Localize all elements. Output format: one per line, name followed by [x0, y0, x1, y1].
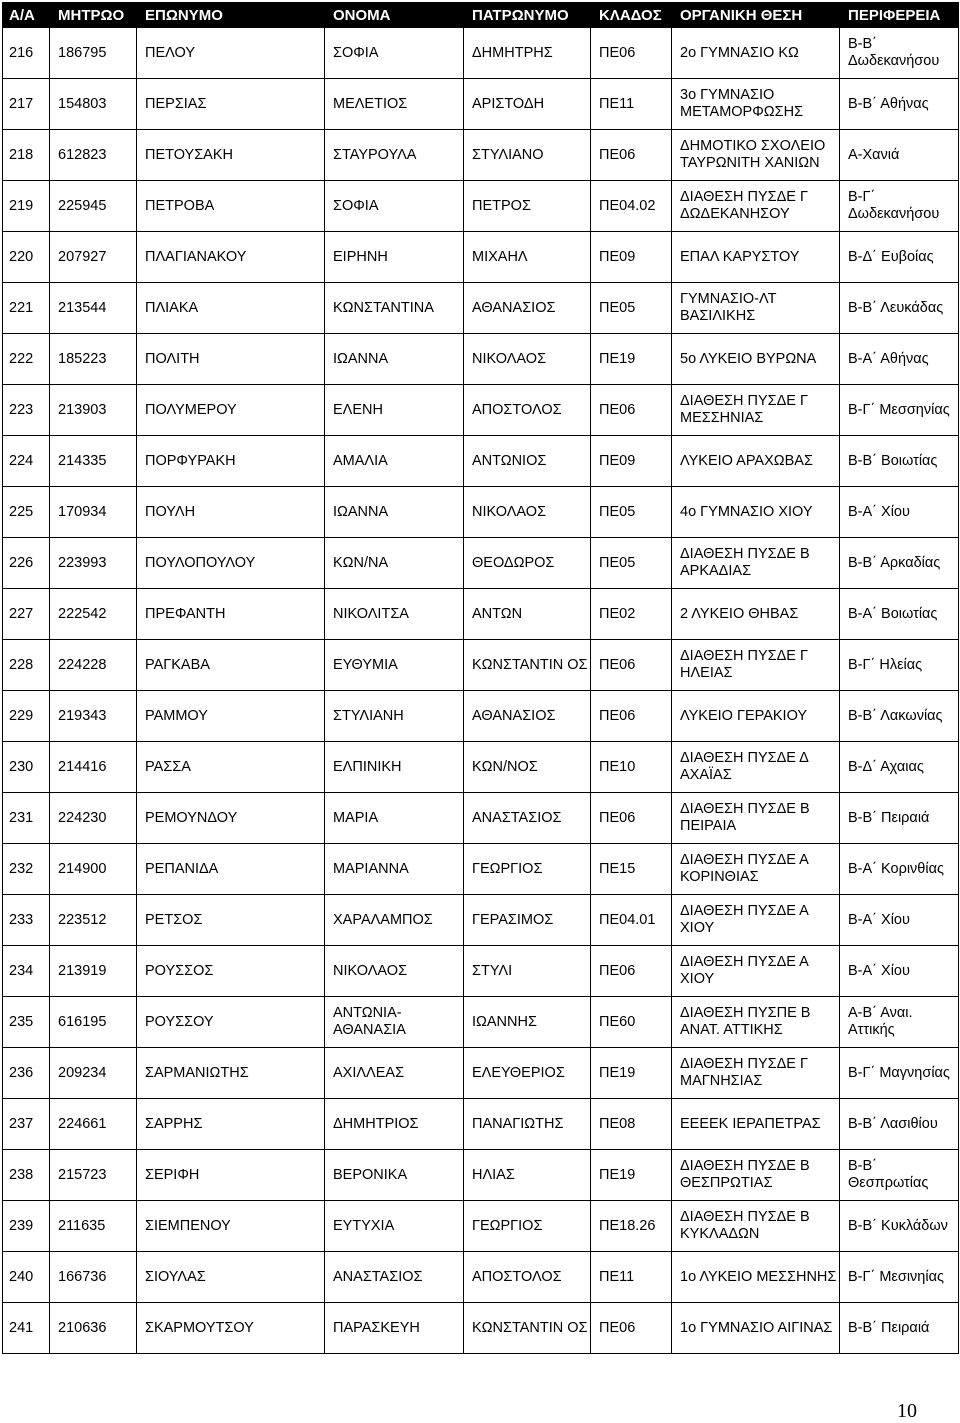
header-mitroo: ΜΗΤΡΩΟ	[50, 3, 137, 28]
row-klados: ΠΕ06	[591, 691, 672, 742]
row-organiki-thesi: ΔΙΑΘΕΣΗ ΠΥΣΔΕ Β ΑΡΚΑΔΙΑΣ	[672, 538, 840, 589]
row-eponymo: ΣΙΕΜΠΕΝΟΥ	[137, 1201, 325, 1252]
row-aa: 230	[3, 742, 50, 793]
row-perifereia: Β-Γ΄ Ηλείας	[840, 640, 959, 691]
table-row	[3, 436, 959, 487]
row-patronymo: ΑΠΟΣΤΟΛΟΣ	[464, 385, 591, 436]
row-klados: ΠΕ19	[591, 1048, 672, 1099]
row-mitroo: 214335	[50, 436, 137, 487]
header-eponymo: ΕΠΩΝΥΜΟ	[137, 3, 325, 28]
table-row	[3, 589, 959, 640]
table-row	[3, 1303, 959, 1354]
row-klados: ΠΕ06	[591, 793, 672, 844]
row-patronymo: ΠΑΝΑΓΙΩΤΗΣ	[464, 1099, 591, 1150]
row-patronymo: ΙΩΑΝΝΗΣ	[464, 997, 591, 1048]
row-mitroo: 186795	[50, 28, 137, 79]
row-onoma: ΜΑΡΙΑ	[325, 793, 464, 844]
row-onoma: ΣΟΦΙΑ	[325, 181, 464, 232]
row-perifereia: Β-Β΄ Θεσπρωτίας	[840, 1150, 959, 1201]
row-perifereia: Β-Γ΄ Δωδεκανήσου	[840, 181, 959, 232]
row-mitroo: 223512	[50, 895, 137, 946]
row-perifereia: Β-Β΄ Αθήνας	[840, 79, 959, 130]
row-patronymo: ΓΕΩΡΓΙΟΣ	[464, 844, 591, 895]
row-klados: ΠΕ06	[591, 130, 672, 181]
row-organiki-thesi: ΔΙΑΘΕΣΗ ΠΥΣΔΕ Γ ΔΩΔΕΚΑΝΗΣΟΥ	[672, 181, 840, 232]
row-onoma: ΑΜΑΛΙΑ	[325, 436, 464, 487]
row-aa: 218	[3, 130, 50, 181]
row-klados: ΠΕ05	[591, 283, 672, 334]
row-aa: 219	[3, 181, 50, 232]
row-mitroo: 223993	[50, 538, 137, 589]
table-row	[3, 1252, 959, 1303]
row-aa: 217	[3, 79, 50, 130]
table-row	[3, 1048, 959, 1099]
table-row	[3, 181, 959, 232]
row-klados: ΠΕ06	[591, 1303, 672, 1354]
table-row	[3, 232, 959, 283]
row-eponymo: ΡΕΠΑΝΙΔΑ	[137, 844, 325, 895]
row-klados: ΠΕ05	[591, 538, 672, 589]
row-mitroo: 222542	[50, 589, 137, 640]
row-eponymo: ΡΑΣΣΑ	[137, 742, 325, 793]
row-mitroo: 209234	[50, 1048, 137, 1099]
row-organiki-thesi: ΕΕΕΕΚ ΙΕΡΑΠΕΤΡΑΣ	[672, 1099, 840, 1150]
row-klados: ΠΕ02	[591, 589, 672, 640]
row-onoma: ΣΟΦΙΑ	[325, 28, 464, 79]
row-eponymo: ΣΙΟΥΛΑΣ	[137, 1252, 325, 1303]
row-aa: 233	[3, 895, 50, 946]
row-onoma: ΜΑΡΙΑΝΝΑ	[325, 844, 464, 895]
row-perifereia: Β-Δ΄ Αχαιας	[840, 742, 959, 793]
row-aa: 241	[3, 1303, 50, 1354]
row-organiki-thesi: ΔΙΑΘΕΣΗ ΠΥΣΔΕ Γ ΜΑΓΝΗΣΙΑΣ	[672, 1048, 840, 1099]
row-organiki-thesi: ΛΥΚΕΙΟ ΓΕΡΑΚΙΟΥ	[672, 691, 840, 742]
table-row	[3, 793, 959, 844]
row-patronymo: ΓΕΡΑΣΙΜΟΣ	[464, 895, 591, 946]
row-klados: ΠΕ19	[591, 334, 672, 385]
row-organiki-thesi: ΓΥΜΝΑΣΙΟ-ΛΤ ΒΑΣΙΛΙΚΗΣ	[672, 283, 840, 334]
row-onoma: ΔΗΜΗΤΡΙΟΣ	[325, 1099, 464, 1150]
row-mitroo: 225945	[50, 181, 137, 232]
table-row	[3, 895, 959, 946]
row-onoma: ΙΩΑΝΝΑ	[325, 334, 464, 385]
row-organiki-thesi: 1ο ΓΥΜΝΑΣΙΟ ΑΙΓΙΝΑΣ	[672, 1303, 840, 1354]
row-patronymo: ΘΕΟΔΩΡΟΣ	[464, 538, 591, 589]
header-klados: ΚΛΑΔΟΣ	[591, 3, 672, 28]
row-onoma: ΜΕΛΕΤΙΟΣ	[325, 79, 464, 130]
row-organiki-thesi: 5ο ΛΥΚΕΙΟ ΒΥΡΩΝΑ	[672, 334, 840, 385]
row-klados: ΠΕ19	[591, 1150, 672, 1201]
row-eponymo: ΣΑΡΡΗΣ	[137, 1099, 325, 1150]
row-eponymo: ΡΑΓΚΑΒΑ	[137, 640, 325, 691]
row-organiki-thesi: 2ο ΓΥΜΝΑΣΙΟ ΚΩ	[672, 28, 840, 79]
row-mitroo: 224228	[50, 640, 137, 691]
row-organiki-thesi: ΔΙΑΘΕΣΗ ΠΥΣΔΕ Α ΚΟΡΙΝΘΙΑΣ	[672, 844, 840, 895]
row-onoma: ΚΩΝΣΤΑΝΤΙΝΑ	[325, 283, 464, 334]
row-klados: ΠΕ15	[591, 844, 672, 895]
table-row	[3, 946, 959, 997]
row-onoma: ΝΙΚΟΛΙΤΣΑ	[325, 589, 464, 640]
row-patronymo: ΔΗΜΗΤΡΗΣ	[464, 28, 591, 79]
row-patronymo: ΑΘΑΝΑΣΙΟΣ	[464, 283, 591, 334]
row-onoma: ΝΙΚΟΛΑΟΣ	[325, 946, 464, 997]
row-perifereia: Β-Γ΄ Μεσσηνίας	[840, 385, 959, 436]
row-onoma: ΒΕΡΟΝΙΚΑ	[325, 1150, 464, 1201]
header-aa: Α/Α	[3, 3, 50, 28]
row-mitroo: 185223	[50, 334, 137, 385]
row-perifereia: Β-Β΄ Λασιθίου	[840, 1099, 959, 1150]
table-row	[3, 1099, 959, 1150]
row-organiki-thesi: ΛΥΚΕΙΟ ΑΡΑΧΩΒΑΣ	[672, 436, 840, 487]
row-patronymo: ΜΙΧΑΗΛ	[464, 232, 591, 283]
row-mitroo: 224230	[50, 793, 137, 844]
row-perifereia: Β-Β΄ Βοιωτίας	[840, 436, 959, 487]
row-aa: 222	[3, 334, 50, 385]
row-aa: 231	[3, 793, 50, 844]
row-eponymo: ΠΕΡΣΙΑΣ	[137, 79, 325, 130]
row-aa: 239	[3, 1201, 50, 1252]
table-row	[3, 640, 959, 691]
row-organiki-thesi: ΔΙΑΘΕΣΗ ΠΥΣΔΕ Γ ΗΛΕΙΑΣ	[672, 640, 840, 691]
row-klados: ΠΕ06	[591, 640, 672, 691]
row-eponymo: ΠΛΙΑΚΑ	[137, 283, 325, 334]
row-patronymo: ΑΝΑΣΤΑΣΙΟΣ	[464, 793, 591, 844]
row-klados: ΠΕ10	[591, 742, 672, 793]
row-onoma: ΣΤΥΛΙΑΝΗ	[325, 691, 464, 742]
row-aa: 229	[3, 691, 50, 742]
row-onoma: ΑΝΤΩΝΙΑ-ΑΘΑΝΑΣΙΑ	[325, 997, 464, 1048]
row-perifereia: Β-Γ΄ Μεσινηίας	[840, 1252, 959, 1303]
row-organiki-thesi: ΔΙΑΘΕΣΗ ΠΥΣΠΕ Β ΑΝΑΤ. ΑΤΤΙΚΗΣ	[672, 997, 840, 1048]
row-perifereia: Β-Α΄ Χίου	[840, 946, 959, 997]
row-perifereia: Β-Γ΄ Μαγνησίας	[840, 1048, 959, 1099]
row-klados: ΠΕ11	[591, 79, 672, 130]
row-onoma: ΕΥΘΥΜΙΑ	[325, 640, 464, 691]
row-aa: 226	[3, 538, 50, 589]
row-eponymo: ΠΡΕΦΑΝΤΗ	[137, 589, 325, 640]
row-organiki-thesi: ΔΙΑΘΕΣΗ ΠΥΣΔΕ Α ΧΙΟΥ	[672, 946, 840, 997]
row-eponymo: ΣΕΡΙΦΗ	[137, 1150, 325, 1201]
row-eponymo: ΠΕΛΟΥ	[137, 28, 325, 79]
row-aa: 240	[3, 1252, 50, 1303]
row-onoma: ΕΛΠΙΝΙΚΗ	[325, 742, 464, 793]
row-eponymo: ΡΟΥΣΣΟΥ	[137, 997, 325, 1048]
row-eponymo: ΣΑΡΜΑΝΙΩΤΗΣ	[137, 1048, 325, 1099]
table-row	[3, 844, 959, 895]
row-eponymo: ΠΟΥΛΟΠΟΥΛΟΥ	[137, 538, 325, 589]
table-row	[3, 79, 959, 130]
row-mitroo: 224661	[50, 1099, 137, 1150]
table-row	[3, 1201, 959, 1252]
row-patronymo: ΚΩΝ/ΝΟΣ	[464, 742, 591, 793]
row-eponymo: ΡΑΜΜΟΥ	[137, 691, 325, 742]
row-klados: ΠΕ06	[591, 946, 672, 997]
row-patronymo: ΚΩΝΣΤΑΝΤΙΝ ΟΣ	[464, 1303, 591, 1354]
row-perifereia: Β-Β΄ Λακωνίας	[840, 691, 959, 742]
row-onoma: ΕΛΕΝΗ	[325, 385, 464, 436]
row-organiki-thesi: ΔΙΑΘΕΣΗ ΠΥΣΔΕ Γ ΜΕΣΣΗΝΙΑΣ	[672, 385, 840, 436]
row-aa: 228	[3, 640, 50, 691]
row-organiki-thesi: ΔΙΑΘΕΣΗ ΠΥΣΔΕ Α ΧΙΟΥ	[672, 895, 840, 946]
row-mitroo: 219343	[50, 691, 137, 742]
header-patronymo: ΠΑΤΡΩΝΥΜΟ	[464, 3, 591, 28]
row-patronymo: ΝΙΚΟΛΑΟΣ	[464, 487, 591, 538]
row-patronymo: ΑΠΟΣΤΟΛΟΣ	[464, 1252, 591, 1303]
row-organiki-thesi: ΔΙΑΘΕΣΗ ΠΥΣΔΕ Β ΘΕΣΠΡΩΤΙΑΣ	[672, 1150, 840, 1201]
row-onoma: ΕΥΤΥΧΙΑ	[325, 1201, 464, 1252]
row-mitroo: 210636	[50, 1303, 137, 1354]
table-row	[3, 130, 959, 181]
row-perifereia: Β-Α΄ Κορινθίας	[840, 844, 959, 895]
row-aa: 238	[3, 1150, 50, 1201]
row-mitroo: 211635	[50, 1201, 137, 1252]
personnel-table	[2, 2, 959, 1354]
table-row	[3, 997, 959, 1048]
header-onoma: ΟΝΟΜΑ	[325, 3, 464, 28]
row-onoma: ΠΑΡΑΣΚΕΥΗ	[325, 1303, 464, 1354]
row-organiki-thesi: 2 ΛΥΚΕΙΟ ΘΗΒΑΣ	[672, 589, 840, 640]
row-mitroo: 214416	[50, 742, 137, 793]
row-mitroo: 612823	[50, 130, 137, 181]
row-klados: ΠΕ18.26	[591, 1201, 672, 1252]
table-row	[3, 487, 959, 538]
header-organiki-thesi: ΟΡΓΑΝΙΚΗ ΘΕΣΗ	[672, 3, 840, 28]
row-klados: ΠΕ09	[591, 436, 672, 487]
row-perifereia: Β-Α΄ Χίου	[840, 895, 959, 946]
row-eponymo: ΠΟΛΥΜΕΡΟΥ	[137, 385, 325, 436]
row-perifereia: Β-Β΄ Λευκάδας	[840, 283, 959, 334]
row-onoma: ΚΩΝ/ΝΑ	[325, 538, 464, 589]
row-patronymo: ΣΤΥΛΙ	[464, 946, 591, 997]
row-perifereia: Β-Β΄ Κυκλάδων	[840, 1201, 959, 1252]
row-patronymo: ΚΩΝΣΤΑΝΤΙΝ ΟΣ	[464, 640, 591, 691]
row-klados: ΠΕ04.01	[591, 895, 672, 946]
row-mitroo: 213903	[50, 385, 137, 436]
row-aa: 225	[3, 487, 50, 538]
table-row	[3, 742, 959, 793]
row-aa: 235	[3, 997, 50, 1048]
row-mitroo: 213544	[50, 283, 137, 334]
row-organiki-thesi: 3ο ΓΥΜΝΑΣΙΟ ΜΕΤΑΜΟΡΦΩΣΗΣ	[672, 79, 840, 130]
row-eponymo: ΠΕΤΡΟΒΑ	[137, 181, 325, 232]
row-patronymo: ΑΡΙΣΤΟΔΗ	[464, 79, 591, 130]
row-patronymo: ΕΛΕΥΘΕΡΙΟΣ	[464, 1048, 591, 1099]
row-mitroo: 616195	[50, 997, 137, 1048]
table-row	[3, 385, 959, 436]
row-klados: ΠΕ09	[591, 232, 672, 283]
row-organiki-thesi: ΔΙΑΘΕΣΗ ΠΥΣΔΕ Δ ΑΧΑΪΑΣ	[672, 742, 840, 793]
row-mitroo: 166736	[50, 1252, 137, 1303]
row-aa: 234	[3, 946, 50, 997]
row-eponymo: ΠΛΑΓΙΑΝΑΚΟΥ	[137, 232, 325, 283]
row-organiki-thesi: ΕΠΑΛ ΚΑΡΥΣΤΟΥ	[672, 232, 840, 283]
row-eponymo: ΡΕΤΣΟΣ	[137, 895, 325, 946]
row-onoma: ΣΤΑΥΡΟΥΛΑ	[325, 130, 464, 181]
row-onoma: ΑΧΙΛΛΕΑΣ	[325, 1048, 464, 1099]
row-klados: ΠΕ11	[591, 1252, 672, 1303]
row-klados: ΠΕ04.02	[591, 181, 672, 232]
row-aa: 223	[3, 385, 50, 436]
table-row	[3, 538, 959, 589]
row-patronymo: ΣΤΥΛΙΑΝΟ	[464, 130, 591, 181]
row-mitroo: 207927	[50, 232, 137, 283]
row-organiki-thesi: ΔΙΑΘΕΣΗ ΠΥΣΔΕ Β ΠΕΙΡΑΙΑ	[672, 793, 840, 844]
row-perifereia: Β-Α΄ Χίου	[840, 487, 959, 538]
row-patronymo: ΑΘΑΝΑΣΙΟΣ	[464, 691, 591, 742]
row-klados: ΠΕ05	[591, 487, 672, 538]
row-mitroo: 170934	[50, 487, 137, 538]
row-aa: 221	[3, 283, 50, 334]
row-mitroo: 214900	[50, 844, 137, 895]
row-klados: ΠΕ60	[591, 997, 672, 1048]
row-aa: 227	[3, 589, 50, 640]
row-perifereia: Α-Χανιά	[840, 130, 959, 181]
header-perifereia: ΠΕΡΙΦΕΡΕΙΑ	[840, 3, 959, 28]
row-klados: ΠΕ06	[591, 28, 672, 79]
row-eponymo: ΠΟΡΦΥΡΑΚΗ	[137, 436, 325, 487]
row-patronymo: ΓΕΩΡΓΙΟΣ	[464, 1201, 591, 1252]
row-aa: 232	[3, 844, 50, 895]
row-organiki-thesi: 1ο ΛΥΚΕΙΟ ΜΕΣΣΗΝΗΣ	[672, 1252, 840, 1303]
row-eponymo: ΠΕΤΟΥΣΑΚΗ	[137, 130, 325, 181]
row-mitroo: 154803	[50, 79, 137, 130]
row-onoma: ΑΝΑΣΤΑΣΙΟΣ	[325, 1252, 464, 1303]
row-patronymo: ΝΙΚΟΛΑΟΣ	[464, 334, 591, 385]
row-organiki-thesi: 4ο ΓΥΜΝΑΣΙΟ ΧΙΟΥ	[672, 487, 840, 538]
row-perifereia: Β-Α΄ Αθήνας	[840, 334, 959, 385]
table-row	[3, 334, 959, 385]
row-eponymo: ΠΟΛΙΤΗ	[137, 334, 325, 385]
row-patronymo: ΗΛΙΑΣ	[464, 1150, 591, 1201]
row-patronymo: ΑΝΤΩΝ	[464, 589, 591, 640]
row-perifereia: Α-Β΄ Αναι. Αττικής	[840, 997, 959, 1048]
row-aa: 237	[3, 1099, 50, 1150]
row-klados: ΠΕ06	[591, 385, 672, 436]
row-perifereia: Β-Β΄ Δωδεκανήσου	[840, 28, 959, 79]
row-patronymo: ΠΕΤΡΟΣ	[464, 181, 591, 232]
row-eponymo: ΠΟΥΛΗ	[137, 487, 325, 538]
table-row	[3, 28, 959, 79]
row-perifereia: Β-Β΄ Αρκαδίας	[840, 538, 959, 589]
row-aa: 224	[3, 436, 50, 487]
row-mitroo: 215723	[50, 1150, 137, 1201]
table-row	[3, 691, 959, 742]
table-body	[3, 28, 959, 1354]
row-onoma: ΕΙΡΗΝΗ	[325, 232, 464, 283]
row-aa: 220	[3, 232, 50, 283]
row-klados: ΠΕ08	[591, 1099, 672, 1150]
page-number: 10	[897, 1400, 917, 1422]
row-organiki-thesi: ΔΙΑΘΕΣΗ ΠΥΣΔΕ Β ΚΥΚΛΑΔΩΝ	[672, 1201, 840, 1252]
row-perifereia: Β-Β΄ Πειραιά	[840, 793, 959, 844]
row-patronymo: ΑΝΤΩΝΙΟΣ	[464, 436, 591, 487]
row-aa: 236	[3, 1048, 50, 1099]
table-row	[3, 1150, 959, 1201]
row-perifereia: Β-Β΄ Πειραιά	[840, 1303, 959, 1354]
row-aa: 216	[3, 28, 50, 79]
row-eponymo: ΡΕΜΟΥΝΔΟΥ	[137, 793, 325, 844]
row-eponymo: ΡΟΥΣΣΟΣ	[137, 946, 325, 997]
row-onoma: ΙΩΑΝΝΑ	[325, 487, 464, 538]
row-perifereia: Β-Α΄ Βοιωτίας	[840, 589, 959, 640]
row-perifereia: Β-Δ΄ Ευβοίας	[840, 232, 959, 283]
table-row	[3, 283, 959, 334]
row-eponymo: ΣΚΑΡΜΟΥΤΣΟΥ	[137, 1303, 325, 1354]
row-mitroo: 213919	[50, 946, 137, 997]
row-organiki-thesi: ΔΗΜΟΤΙΚΟ ΣΧΟΛΕΙΟ ΤΑΥΡΩΝΙΤΗ ΧΑΝΙΩΝ	[672, 130, 840, 181]
row-onoma: ΧΑΡΑΛΑΜΠΟΣ	[325, 895, 464, 946]
table-header-row	[3, 3, 959, 28]
